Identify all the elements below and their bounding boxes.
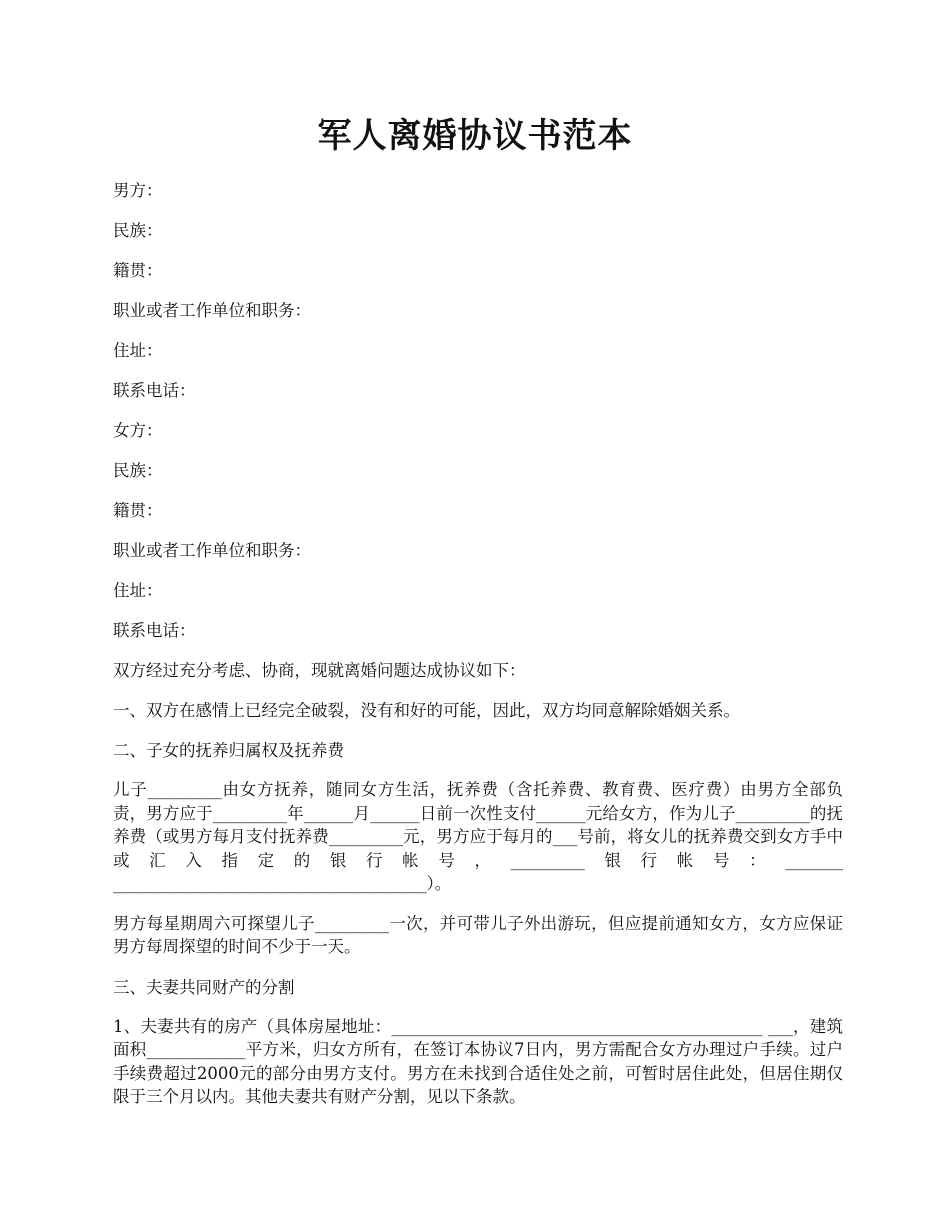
document-title: 军人离婚协议书范本 bbox=[317, 116, 633, 156]
husband-native-place-line: 籍贯： bbox=[113, 261, 163, 280]
wife-native-place-line: 籍贯： bbox=[113, 501, 163, 520]
document-body bbox=[113, 178, 843, 1123]
visitation-paragraph: 男方每星期周六可探望儿子_________一次，并可带儿子外出游玩，但应提前通知女方，女方应保证男方每周探望的时间不少于一天。 bbox=[113, 913, 843, 956]
clause-one: 一、双方在感情上已经完全破裂，没有和好的可能，因此，双方均同意解除婚姻关系。 bbox=[113, 701, 740, 720]
wife-occupation-line: 职业或者工作单位和职务： bbox=[113, 541, 311, 560]
husband-phone-line: 联系电话： bbox=[113, 381, 196, 400]
clause-three-heading: 三、夫妻共同财产的分割 bbox=[113, 977, 295, 997]
wife-name-line: 女方： bbox=[113, 421, 163, 440]
custody-paragraph: 儿子_________由女方抚养，随同女方生活，抚养费（含托养费、教育费、医疗费）由男方全部负责，男方应于_________年______月______日前一次性支付______元给女方，作为儿子_________的抚养费（或男方每月支付抚养费_________元，男方应于每月的___号前，将女儿的抚养费交到女方手中或汇入指定的银行帐号，_________银行帐号：_______ ______________________________________）。 bbox=[113, 780, 843, 893]
agreement-intro: 双方经过充分考虑、协商，现就离婚问题达成协议如下： bbox=[113, 661, 526, 680]
husband-occupation-line: 职业或者工作单位和职务： bbox=[113, 301, 311, 320]
husband-name-line: 男方： bbox=[113, 181, 163, 200]
property-paragraph: 1、夫妻共有的房产（具体房屋地址：_____________________________________________ ___，建筑面积____________平方米，归女方所有，在签订本协议7日内，男方需配合女方办理过户手续。过户手续费超过2000元的部分由男方支付。男方在未找到合适住处之前，可暂时居住此处，但居住期仅限于三个月以内。其他夫妻共有财产分割，见以下条款。 bbox=[113, 1016, 843, 1106]
wife-ethnicity-line: 民族： bbox=[113, 461, 163, 480]
wife-address-line: 住址： bbox=[113, 581, 163, 600]
wife-phone-line: 联系电话： bbox=[113, 621, 196, 640]
clause-two-heading: 二、子女的抚养归属权及抚养费 bbox=[113, 741, 344, 760]
husband-ethnicity-line: 民族： bbox=[113, 221, 163, 240]
husband-address-line: 住址： bbox=[113, 341, 163, 360]
